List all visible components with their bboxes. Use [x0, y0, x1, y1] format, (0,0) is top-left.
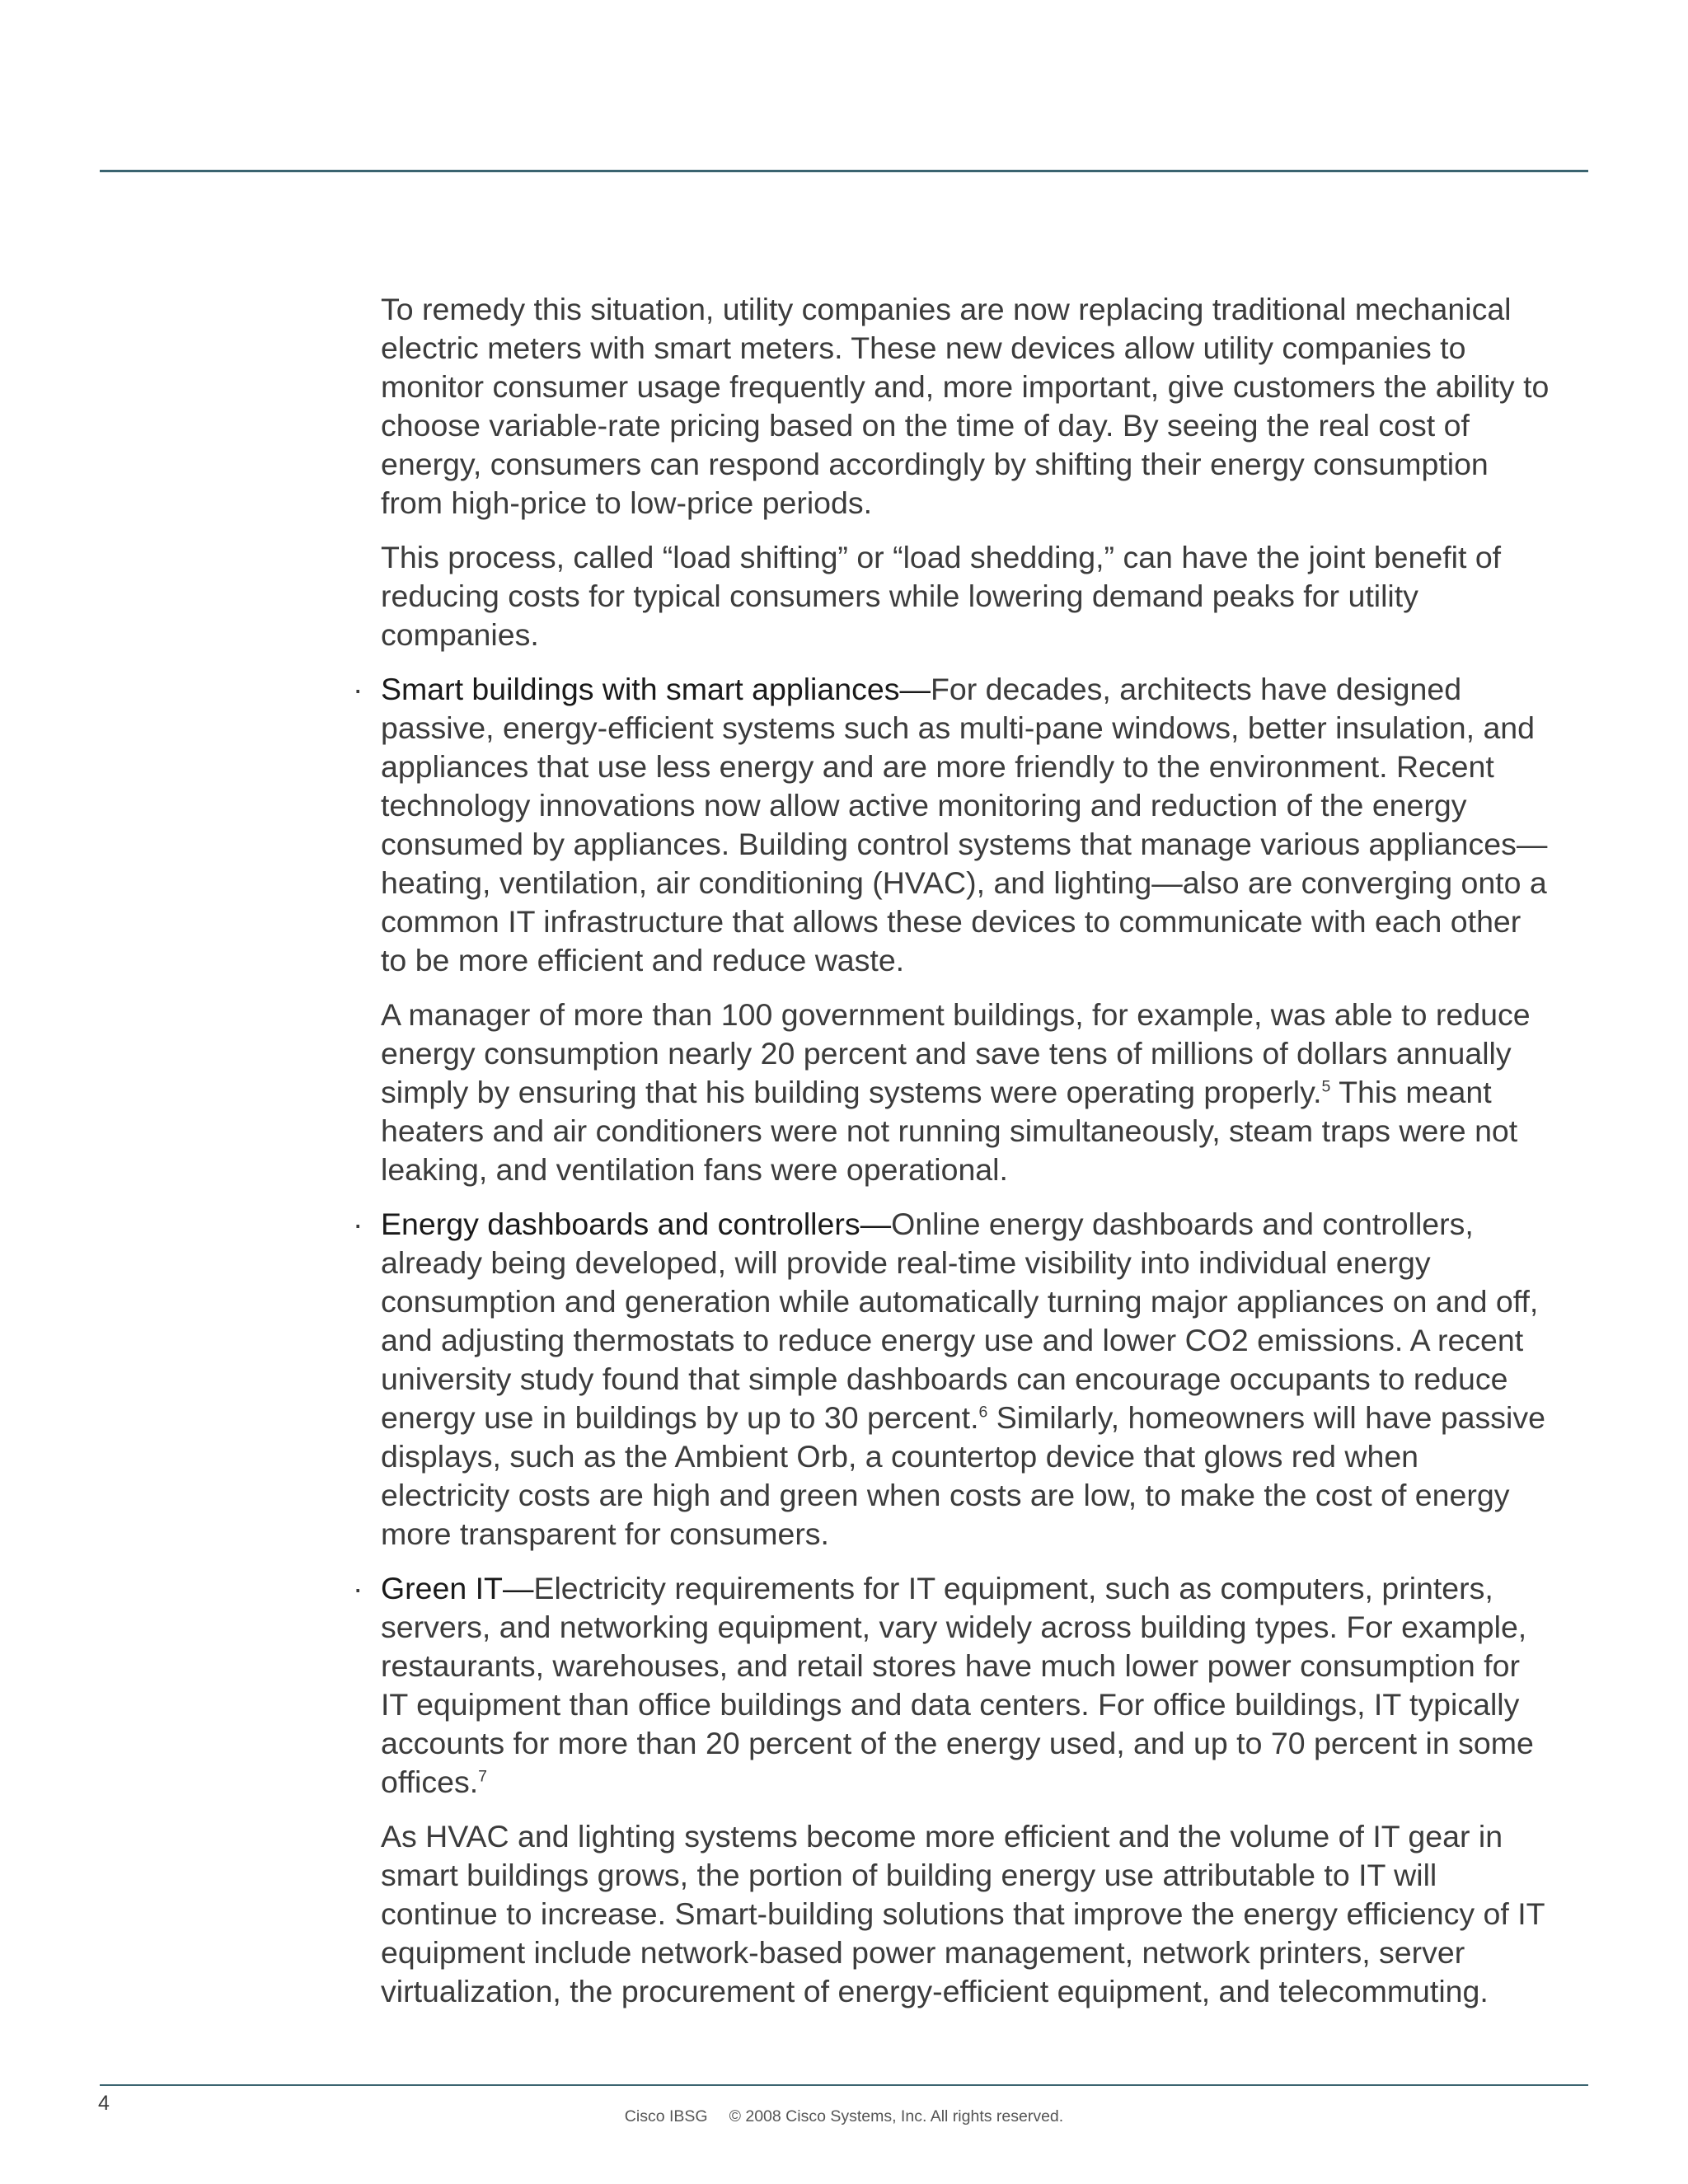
footnote-ref-6[interactable]: 6 — [978, 1403, 988, 1422]
bullet-marker: · — [353, 1207, 363, 1241]
bullet-lead-green-it: Green IT— — [381, 1571, 534, 1605]
bullet-lead-dashboards: Energy dashboards and controllers— — [381, 1207, 892, 1241]
footnote-ref-5[interactable]: 5 — [1321, 1077, 1331, 1096]
paragraph-load-shifting: This process, called “load shifting” or “load shedding,” can have the joint benefit of reducing costs for typical consumers while lowering demand peaks for utility companies. — [381, 540, 1502, 652]
bullet-smart-buildings — [353, 670, 1551, 980]
footer-copyright: © 2008 Cisco Systems, Inc. All rights reserved. — [729, 2107, 1064, 2125]
paragraph-government-buildings: A manager of more than 100 government buildings, for example, was able to reduce energy consumption nearly 20 percent and save tens of millions of dollars annually simply by ensuring that his building systems were operating properly.$^5$ This meant heaters and air conditioners were not running simultaneously, steam traps were not leaking, and ventilation fans were operational. — [381, 997, 1531, 1187]
bullet-marker: · — [353, 1571, 363, 1605]
footnote-ref-7[interactable]: 7 — [478, 1767, 487, 1786]
bullet-energy-dashboards: · Energy dashboards and controllers—Online energy dashboards and controllers, already being developed, will provide real-time visibility into individual energy consumption and generation while automatically turning major appliances on and off, and adjusting thermostats to reduce energy use and lower CO2 emissions. A recent university study found that simple dashboards can encourage occupants to reduce energy use in buildings by up to 30 percent.$^6$ Similarly, homeowners will have passive displays, such as the Ambient Orb, a countertop device that glows red when electricity costs are high and green when costs are low, to make the cost of energy more transparent for consumers. — [353, 1207, 1545, 1551]
bullet-marker: · — [353, 672, 363, 706]
header-rule — [100, 170, 1588, 172]
bullet-lead-smart-buildings: Smart buildings with smart appliances— — [381, 672, 931, 706]
paragraph-smart-meters: To remedy this situation, utility companies are now replacing traditional mechanical electric meters with smart meters. These new devices allow utility companies to monitor consumer usage frequently and, more important, give customers the ability to choose variable-rate pricing based on the time of day. By seeing the real cost of energy, consumers can respond accordingly by shifting their energy consumption from high-price to low-price periods. — [381, 292, 1550, 520]
paragraph-it-efficiency: As HVAC and lighting systems become more efficient and the volume of IT gear in smart buildings grows, the portion of building energy use attributable to IT will continue to increase. Smart-building solutions that improve the energy efficiency of IT equipment include network-based power management, network printers, server virtualization, the procurement of energy-efficient equipment, and telecommuting. — [381, 1819, 1545, 2008]
footer-rule — [100, 2084, 1588, 2086]
bullet-text-smart-buildings: For decades, architects have designed passive, energy-efficient systems such as multi-pane windows, better insulation, and appliances that use less energy and are more friendly to the environment. Recent technology innovations now allow active monitoring and reduction of the energy consumed by appliances. Building control systems that manage various appliances—heating, ventilation, air conditioning (HVAC), and lighting—also are converging onto a common IT infrastructure that allows these devices to communicate with each other to be more efficient and reduce waste. — [381, 672, 1548, 977]
page-number: 4 — [98, 2092, 110, 2115]
footer — [0, 2107, 1688, 2126]
body-content — [353, 290, 1551, 2027]
footer-brand: Cisco IBSG — [624, 2107, 708, 2125]
bullet-green-it: · Green IT—Electricity requirements for IT equipment, such as computers, printers, servers, and networking equipment, vary widely across building types. For example, restaurants, warehouses, and retail stores have much lower power consumption for IT equipment than office buildings and data centers. For office buildings, IT typically accounts for more than 20 percent of the energy used, and up to 70 percent in some offices.$^7$ — [353, 1571, 1534, 1799]
